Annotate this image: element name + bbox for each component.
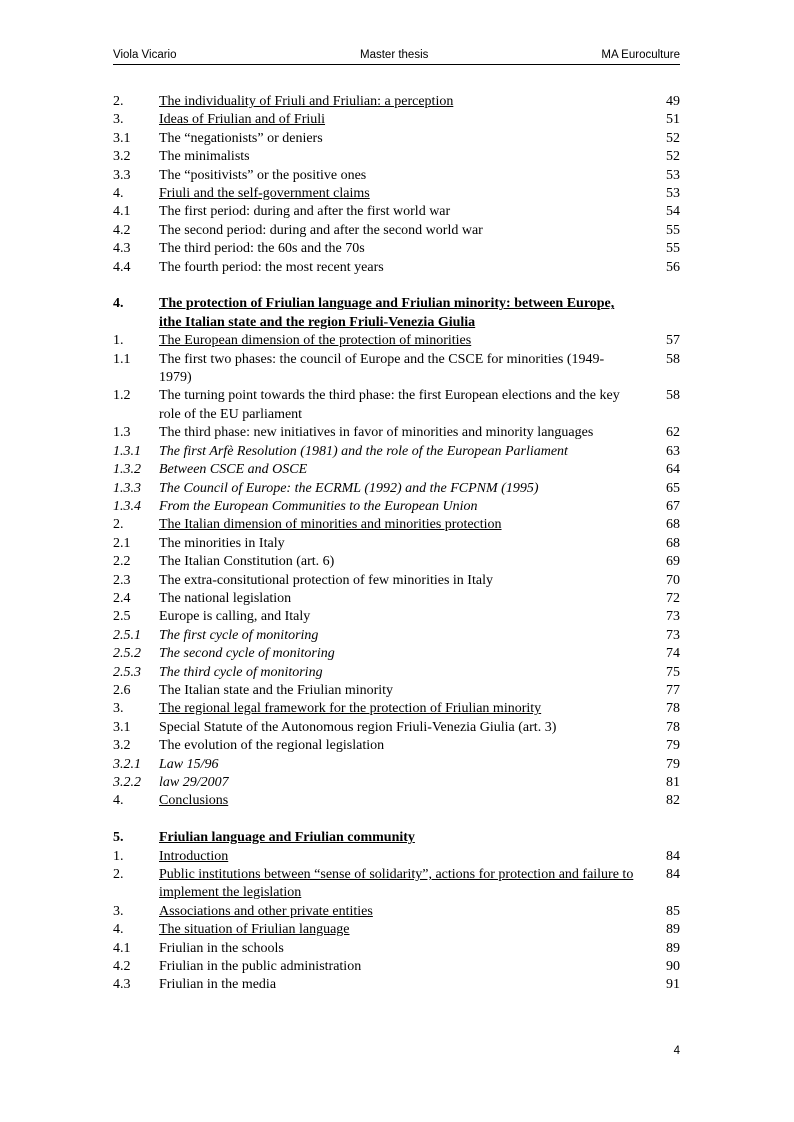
toc-entry (113, 848, 680, 866)
toc-entry (113, 627, 680, 645)
toc-entry-page: 62 (666, 425, 680, 441)
toc-entry-title-text: The extra-consitutional protection of few minorities in Italy (159, 572, 493, 588)
toc-entry-title (159, 903, 635, 921)
toc-entry-title (159, 424, 635, 442)
page-header (113, 48, 680, 65)
toc-entry-title-text: From the European Communities to the European Union (159, 498, 478, 514)
toc-entry-page: 58 (666, 388, 680, 404)
toc-entry (113, 976, 680, 994)
toc-entry-number: 3.2 (113, 149, 131, 165)
toc-entry-title-text: The second cycle of monitoring (159, 646, 335, 662)
toc-entry-title-text: The first Arfè Resolution (1981) and the role of the European Parliament (159, 443, 568, 459)
toc-entry-title-text: The national legislation (159, 590, 292, 606)
toc-entry-title (159, 572, 635, 590)
toc-entry-number: 1.3.3 (113, 480, 141, 496)
toc-entry-title-text: The Italian dimension of minorities and minorities protection (159, 517, 502, 533)
toc-entry-title-text: The first cycle of monitoring (159, 627, 319, 643)
toc-entry-title-text: The second period: during and after the second world war (159, 222, 483, 238)
toc-entry-page: 53 (666, 167, 680, 183)
toc-entry-title-text: Friulian in the media (159, 977, 277, 993)
toc-entry-title-text: The third phase: new initiatives in favor of minorities and minority languages (159, 425, 594, 441)
toc-entry-page: 72 (666, 590, 680, 606)
toc-entry-page: 78 (666, 719, 680, 735)
toc-entry-page: 69 (666, 554, 680, 570)
toc-entry (113, 93, 680, 111)
toc-entry-number: 3. (113, 701, 124, 717)
toc-entry-title-text: Europe is calling, and Italy (159, 609, 311, 625)
toc-entry (113, 719, 680, 737)
header-author: Viola Vicario (113, 49, 177, 61)
toc-entry-title (159, 590, 635, 608)
toc-entry (113, 866, 680, 903)
toc-entry (113, 148, 680, 166)
toc-entry-page: 56 (666, 259, 680, 275)
toc-entry-title-text: Friuli and the self-government claims (159, 186, 370, 202)
toc-entry-number: 3.3 (113, 167, 131, 183)
toc-entry (113, 958, 680, 976)
toc-entry-page: 65 (666, 480, 680, 496)
toc-entry (113, 682, 680, 700)
toc-entry (113, 535, 680, 553)
toc-entry-page: 78 (666, 701, 680, 717)
toc-entry-title-text: Associations and other private entities (159, 903, 373, 919)
toc-entry-number: 2.3 (113, 572, 131, 588)
toc-entry-page: 51 (666, 112, 680, 128)
toc-entry (113, 130, 680, 148)
toc-entry-page: 79 (666, 756, 680, 772)
toc-entry-title-text: Law 15/96 (159, 756, 219, 772)
toc-entry-number: 2.5.1 (113, 627, 141, 643)
toc-entry-title (159, 719, 635, 737)
toc-entry (113, 424, 680, 442)
toc-entry (113, 185, 680, 203)
toc-entry-title (159, 682, 635, 700)
toc-entry (113, 664, 680, 682)
toc-entry-title-text: The first period: during and after the first world war (159, 204, 451, 220)
toc-entry-title (159, 93, 635, 111)
toc-entry-number: 3.2.2 (113, 775, 141, 791)
toc-entry-title (159, 332, 635, 350)
page-number: 4 (673, 1045, 680, 1057)
toc-entry-title-text: The “positivists” or the positive ones (159, 167, 367, 183)
toc-entry-title-text: Ideas of Friulian and of Friuli (159, 112, 326, 128)
toc-entry-number: 4.3 (113, 241, 131, 257)
toc-entry-title (159, 976, 635, 994)
toc-entry-title (159, 756, 635, 774)
toc-entry (113, 700, 680, 718)
toc-entry-page: 67 (666, 498, 680, 514)
toc-entry-page: 54 (666, 204, 680, 220)
toc-entry-number: 4. (113, 922, 124, 938)
toc-entry-title-text: The individuality of Friuli and Friulian: a perception (159, 94, 454, 109)
toc-entry-title-text: The “negationists” or deniers (159, 130, 323, 146)
section-spacer (113, 811, 680, 829)
toc-entry (113, 645, 680, 663)
toc-entry-page: 73 (666, 609, 680, 625)
toc-entry-title (159, 627, 635, 645)
toc-entry (113, 240, 680, 258)
toc-entry-title (159, 480, 635, 498)
toc-entry-title (159, 553, 635, 571)
toc-entry-number: 2.5 (113, 609, 131, 625)
toc-entry-number: 4.1 (113, 940, 131, 956)
toc-entry (113, 921, 680, 939)
toc-entry (113, 259, 680, 277)
toc-entry-page: 84 (666, 848, 680, 864)
toc-entry-page: 68 (666, 535, 680, 551)
toc-entry-title (159, 295, 635, 332)
toc-entry-page: 57 (666, 333, 680, 349)
toc-entry-number: 1.1 (113, 351, 131, 367)
toc-entry (113, 167, 680, 185)
toc-entry (113, 443, 680, 461)
toc-entry-title (159, 829, 635, 847)
toc-entry (113, 516, 680, 534)
toc-entry-title-text: The Italian state and the Friulian minority (159, 682, 394, 698)
toc-entry (113, 756, 680, 774)
toc-entry-title-text: The evolution of the regional legislation (159, 738, 385, 754)
toc-entry-page: 85 (666, 903, 680, 919)
toc-entry-title-text: Friulian in the public administration (159, 959, 362, 975)
toc-entry-title (159, 387, 635, 424)
toc-entry-title (159, 700, 635, 718)
toc-entry-title (159, 185, 635, 203)
toc-entry-title-text: Special Statute of the Autonomous region Friuli-Venezia Giulia (art. 3) (159, 719, 557, 735)
toc-entry-number: 1.3.4 (113, 498, 141, 514)
toc-entry-page: 89 (666, 922, 680, 938)
toc-entry-page: 55 (666, 241, 680, 257)
toc-entry-number: 2.2 (113, 554, 131, 570)
toc-entry-number: 4.4 (113, 259, 131, 275)
toc-entry-title (159, 461, 635, 479)
toc-entry-page: 82 (666, 793, 680, 809)
toc-entry-number: 2. (113, 517, 124, 533)
toc-entry-number: 4. (113, 793, 124, 809)
toc-entry-page: 53 (666, 186, 680, 202)
toc-entry-page: 81 (666, 775, 680, 791)
toc-entry-number: 1.3 (113, 425, 131, 441)
toc-entry-number: 2. (113, 867, 124, 883)
toc-entry (113, 332, 680, 350)
toc-entry-number: 1. (113, 848, 124, 864)
toc-entry-page: 89 (666, 940, 680, 956)
toc-entry-title (159, 848, 635, 866)
toc-entry-number: 4.2 (113, 222, 131, 238)
toc-entry (113, 553, 680, 571)
toc-entry-number: 4. (113, 296, 124, 312)
toc-entry-number: 4.2 (113, 959, 131, 975)
toc-entry-page: 64 (666, 462, 680, 478)
toc-entry-title (159, 774, 635, 792)
toc-entry-number: 2.1 (113, 535, 131, 551)
toc-entry-title-text: The minimalists (159, 149, 250, 165)
toc-entry-page: 55 (666, 222, 680, 238)
toc-entry-number: 3.1 (113, 719, 131, 735)
toc-entry (113, 111, 680, 129)
toc-entry-title (159, 645, 635, 663)
toc-entry-title-text: The third period: the 60s and the 70s (159, 241, 365, 257)
toc-entry-title-text: The turning point towards the third phase: the first European elections and the key role of the EU parliament (159, 388, 620, 422)
toc-entry-page: 70 (666, 572, 680, 588)
toc-entry-number: 5. (113, 830, 124, 846)
toc-entry (113, 737, 680, 755)
toc-entry (113, 351, 680, 388)
toc-entry-title-text: The situation of Friulian language (159, 922, 350, 938)
toc-entry-title (159, 148, 635, 166)
toc-entry (113, 572, 680, 590)
toc-entry-number: 4. (113, 186, 124, 202)
toc-entry-number: 4.3 (113, 977, 131, 993)
toc-entry-number: 2.5.3 (113, 664, 141, 680)
header-program: MA Euroculture (601, 49, 680, 61)
toc-entry-title (159, 443, 635, 461)
toc-entry-title (159, 516, 635, 534)
toc-entry-number: 4.1 (113, 204, 131, 220)
toc-entry-number: 1.3.1 (113, 443, 141, 459)
toc-entry-page: 91 (666, 977, 680, 993)
toc-entry-title-text: The third cycle of monitoring (159, 664, 323, 680)
toc-entry-page: 73 (666, 627, 680, 643)
toc-entry-number: 3. (113, 112, 124, 128)
toc-entry-title (159, 222, 635, 240)
toc-entry-title (159, 240, 635, 258)
toc-entry-page: 77 (666, 682, 680, 698)
toc-entry-title-text: The protection of Friulian language and Friulian minority: between Europe, ithe Italian state and the region Friuli-Venezia Giulia (159, 296, 615, 330)
toc-entry-title-text: The Italian Constitution (art. 6) (159, 554, 335, 570)
toc-entry-number: 2.6 (113, 682, 131, 698)
toc-entry-title-text: Friulian language and Friulian community (159, 830, 415, 846)
toc-entry-page: 74 (666, 646, 680, 662)
toc-entry-title (159, 167, 635, 185)
toc-entry-page: 68 (666, 517, 680, 533)
toc-entry (113, 295, 680, 332)
toc-entry-page: 79 (666, 738, 680, 754)
toc-entry (113, 940, 680, 958)
toc-entry-page: 52 (666, 130, 680, 146)
toc-entry (113, 608, 680, 626)
toc-entry-title-text: Public institutions between “sense of solidarity”, actions for protection and failure to implement the legislation (159, 867, 634, 901)
toc-entry (113, 829, 680, 847)
toc-entry-title (159, 498, 635, 516)
toc-entry (113, 903, 680, 921)
toc-entry-number: 2.5.2 (113, 646, 141, 662)
toc-entry-page: 84 (666, 867, 680, 883)
toc-entry (113, 461, 680, 479)
toc-entry-title (159, 737, 635, 755)
toc-entry-number: 3. (113, 903, 124, 919)
toc-entry-title-text: The Council of Europe: the ECRML (1992) and the FCPNM (1995) (159, 480, 539, 496)
toc-entry (113, 222, 680, 240)
toc-entry-title (159, 664, 635, 682)
toc-entry-title-text: The minorities in Italy (159, 535, 285, 551)
header-doc-type: Master thesis (360, 49, 429, 61)
toc-entry-page: 90 (666, 959, 680, 975)
toc-entry-title-text: Friulian in the schools (159, 940, 284, 956)
toc-entry-title (159, 921, 635, 939)
toc-entry-number: 3.1 (113, 130, 131, 146)
toc-entry-title-text: The first two phases: the council of Europe and the CSCE for minorities (1949-1979) (159, 351, 605, 386)
toc-entry (113, 792, 680, 810)
toc-entry-title (159, 866, 635, 903)
toc-entry (113, 498, 680, 516)
toc-entry (113, 590, 680, 608)
toc-entry-title (159, 259, 635, 277)
toc-entry-title-text: The fourth period: the most recent years (159, 259, 384, 275)
toc-entry (113, 203, 680, 221)
toc-entry-number: 1. (113, 333, 124, 349)
toc-entry-number: 3.2.1 (113, 756, 141, 772)
toc-entry-title (159, 608, 635, 626)
toc-entry-title-text: The European dimension of the protection of minorities (159, 333, 472, 349)
toc-entry-title (159, 958, 635, 976)
toc-entry-number: 2.4 (113, 590, 131, 606)
toc-entry-page: 52 (666, 149, 680, 165)
toc-entry-title-text: Introduction (159, 848, 229, 864)
toc-entry-title (159, 940, 635, 958)
toc-entry (113, 480, 680, 498)
toc-entry-title-text: law 29/2007 (159, 775, 229, 791)
toc-entry-number: 1.3.2 (113, 462, 141, 478)
toc-entry (113, 387, 680, 424)
toc-entry-title (159, 792, 635, 810)
toc-entry-number: 3.2 (113, 738, 131, 754)
section-spacer (113, 277, 680, 295)
toc-entry-title-text: Conclusions (159, 793, 229, 809)
toc-entry-page: 75 (666, 664, 680, 680)
toc-entry-page: 58 (666, 351, 680, 367)
toc-entry-title (159, 351, 635, 388)
table-of-contents (113, 93, 680, 995)
toc-entry-number: 1.2 (113, 388, 131, 404)
toc-entry-title (159, 203, 635, 221)
toc-entry-number: 2. (113, 94, 124, 109)
toc-entry-title-text: Between CSCE and OSCE (159, 462, 308, 478)
toc-entry (113, 774, 680, 792)
toc-entry-title (159, 130, 635, 148)
toc-entry-title (159, 535, 635, 553)
toc-entry-title-text: The regional legal framework for the protection of Friulian minority (159, 701, 542, 717)
toc-entry-page: 63 (666, 443, 680, 459)
toc-entry-title (159, 111, 635, 129)
toc-entry-page: 49 (666, 94, 680, 109)
